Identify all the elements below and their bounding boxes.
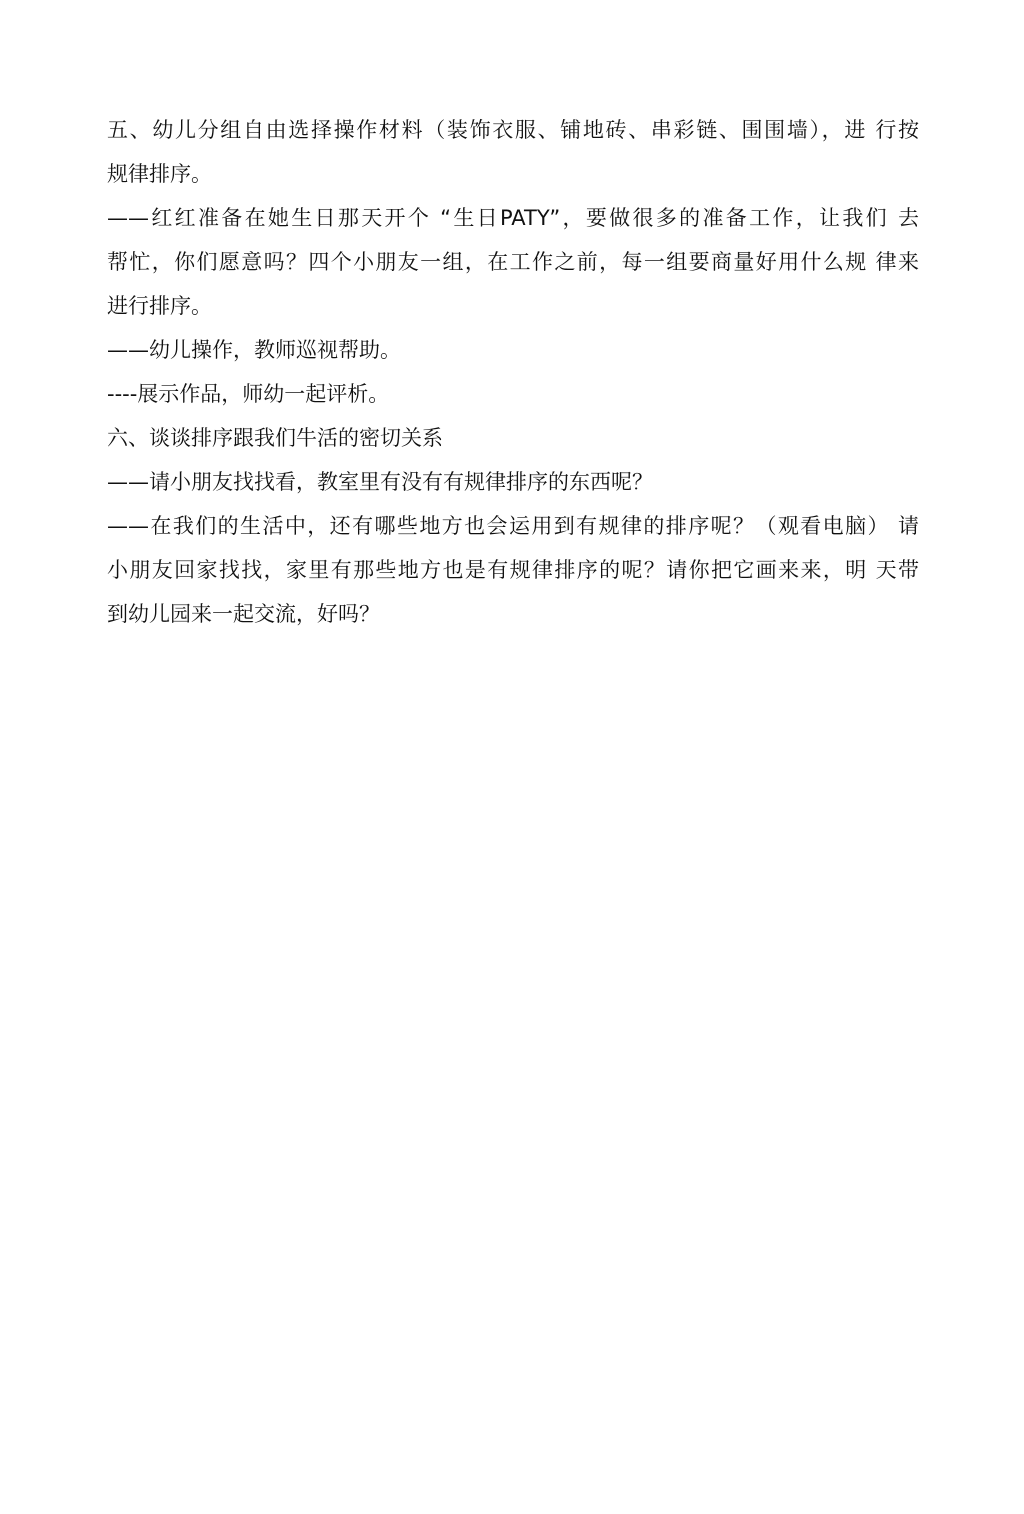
text-line: 到幼儿园来一起交流，好吗？ [107,602,380,626]
section-heading: 六、谈谈排序跟我们牛活的密切关系 [107,426,443,450]
text-line: ----展示作品，师幼一起评析。 [107,382,390,406]
text-line: ——幼儿操作，教师巡视帮助。 [107,338,401,362]
text-line: 小朋友回家找找，家里有那些地方也是有规律排序的呢？请你把它画来来，明 天带 [107,558,919,582]
text-line: ——请小朋友找找看，教室里有没有有规律排序的东西呢？ [107,470,653,494]
text-line: 帮忙，你们愿意吗？四个小朋友一组，在工作之前，每一组要商量好用什么规 律来 [107,250,919,274]
text-line: 五、幼儿分组自由选择操作材料（装饰衣服、铺地砖、串彩链、围围墙），进 行按 [107,118,919,142]
document-body [107,108,919,636]
text-line: ——在我们的生活中，还有哪些地方也会运用到有规律的排序呢？（观看电脑） 请 [107,514,919,538]
text-line: 规律排序。 [107,162,212,186]
text-line: 进行排序。 [107,294,212,318]
text-line: ——红红准备在她生日那天开个 “生日PATY”，要做很多的准备工作，让我们 去 [107,206,919,230]
